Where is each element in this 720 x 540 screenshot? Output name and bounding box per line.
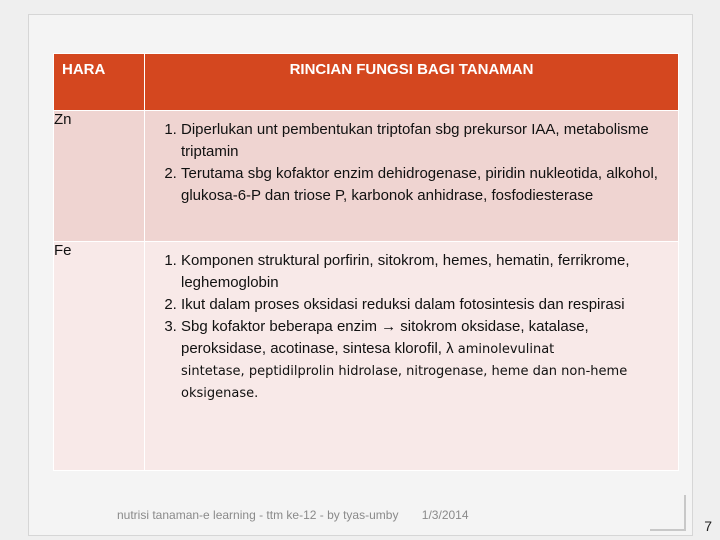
list-item-tail: aminolevulinat bbox=[453, 342, 555, 357]
footer-date: 1/3/2014 bbox=[421, 508, 469, 522]
list-item: 1. Komponen struktural porfirin, sitokrom, hemes, hematin, ferrikrome, leghemoglobin bbox=[181, 250, 664, 294]
page-number: 7 bbox=[704, 518, 712, 534]
function-list-zn bbox=[145, 119, 664, 207]
function-cell-fe bbox=[145, 242, 679, 471]
list-item bbox=[181, 316, 664, 361]
continuation-text: sintetase, peptidilprolin hidrolase, nitrogenase, heme dan non-heme oksigenase. bbox=[181, 364, 628, 401]
list-item: 2. Terutama sbg kofaktor enzim dehidrogenase, piridin nukleotida, alkohol, glukosa-6-P dan triose P, karbonok anhidrase, fosfodiesterase bbox=[181, 163, 664, 207]
slide-footer bbox=[117, 508, 469, 522]
corner-decoration bbox=[650, 495, 686, 531]
function-list-fe bbox=[145, 250, 664, 361]
function-cell-zn bbox=[145, 111, 679, 242]
list-item-text: Sbg kofaktor beberapa enzim → sitokrom oksidase, katalase, peroksidase, acotinase, sintesa klorofil, λ bbox=[181, 318, 589, 357]
table-row bbox=[54, 111, 679, 242]
nutrient-function-table bbox=[53, 53, 679, 471]
list-item: 2. Ikut dalam proses oksidasi reduksi dalam fotosintesis dan respirasi bbox=[181, 294, 664, 316]
table-row bbox=[54, 242, 679, 471]
header-rincian: RINCIAN FUNGSI BAGI TANAMAN bbox=[145, 54, 679, 111]
list-item: 1. Diperlukan unt pembentukan triptofan sbg prekursor IAA, metabolisme triptamin bbox=[181, 119, 664, 163]
nutrient-cell-zn: Zn bbox=[54, 111, 145, 242]
nutrient-cell-fe: Fe bbox=[54, 242, 145, 471]
header-hara: HARA bbox=[54, 54, 145, 111]
table-header-row bbox=[54, 54, 679, 111]
footer-text: nutrisi tanaman-e learning - ttm ke-12 - by tyas-umby bbox=[117, 508, 399, 522]
